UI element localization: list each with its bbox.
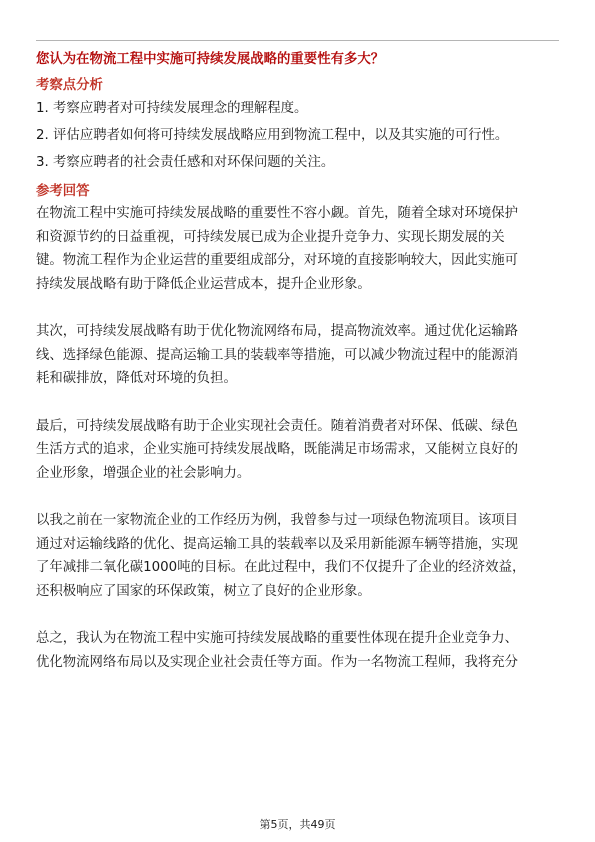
paragraph-line: 和资源节约的日益重视，可持续发展已成为企业提升竞争力、实现长期发展的关 [36, 229, 505, 245]
paragraph-line: 在物流工程中实施可持续发展战略的重要性不容小觑。首先，随着全球对环境保护 [36, 206, 519, 221]
analysis-point: 1. 考察应聘者对可持续发展理念的理解程度。 [36, 101, 308, 116]
analysis-heading: 考察点分析 [36, 78, 103, 93]
header-divider [36, 40, 559, 41]
page-number: 第5页，共49页 [259, 818, 336, 831]
answer-paragraph [36, 320, 560, 391]
paragraph-line: 键。物流工程作为企业运营的重要组成部分，对环境的直接影响较大，因此实施可 [36, 253, 519, 268]
question-title: 您认为在物流工程中实施可持续发展战略的重要性有多大？ [36, 52, 385, 67]
paragraph-line: 以我之前在一家物流企业的工作经历为例，我曾参与过一项绿色物流项目。该项目 [36, 513, 519, 528]
answer-paragraph [36, 509, 560, 603]
analysis-point: 2. 评估应聘者如何将可持续发展战略应用到物流工程中，以及其实施的可行性。 [36, 128, 509, 143]
answer-paragraph [36, 627, 560, 674]
paragraph-line: 最后，可持续发展战略有助于企业实现社会责任。随着消费者对环保、低碳、绿色 [36, 418, 519, 434]
answer-paragraph [36, 202, 560, 296]
analysis-point: 3. 考察应聘者的社会责任感和对环保问题的关注。 [36, 155, 335, 170]
answer-heading: 参考回答 [36, 184, 90, 199]
paragraph-line: 通过对运输线路的优化、提高运输工具的装载率以及采用新能源车辆等措施，实现 [36, 536, 519, 552]
paragraph-line: 持续发展战略有助于降低企业运营成本，提升企业形象。 [36, 276, 371, 292]
paragraph-line: 其次，可持续发展战略有助于优化物流网络布局，提高物流效率。通过优化运输路 [36, 324, 519, 339]
answer-paragraph [36, 415, 560, 486]
paragraph-line: 生活方式的追求，企业实施可持续发展战略，既能满足市场需求，又能树立良好的 [36, 442, 519, 457]
paragraph-line: 了年减排二氧化碳1000吨的目标。在此过程中，我们不仅提升了企业的经济效益， [36, 560, 526, 575]
paragraph-line: 耗和碳排放，降低对环境的负担。 [36, 371, 237, 386]
document-body [36, 50, 560, 674]
paragraph-line: 总之，我认为在物流工程中实施可持续发展战略的重要性体现在提升企业竞争力、 [36, 631, 519, 646]
paragraph-line: 企业形象，增强企业的社会影响力。 [36, 465, 251, 481]
analysis-points [36, 99, 560, 173]
paragraph-line: 还积极响应了国家的环保政策，树立了良好的企业形象。 [36, 583, 371, 599]
paragraph-line: 优化物流网络布局以及实现企业社会责任等方面。作为一名物流工程师，我将充分 [36, 654, 519, 670]
paragraph-line: 线、选择绿色能源、提高运输工具的装载率等措施，可以减少物流过程中的能源消 [36, 347, 519, 363]
